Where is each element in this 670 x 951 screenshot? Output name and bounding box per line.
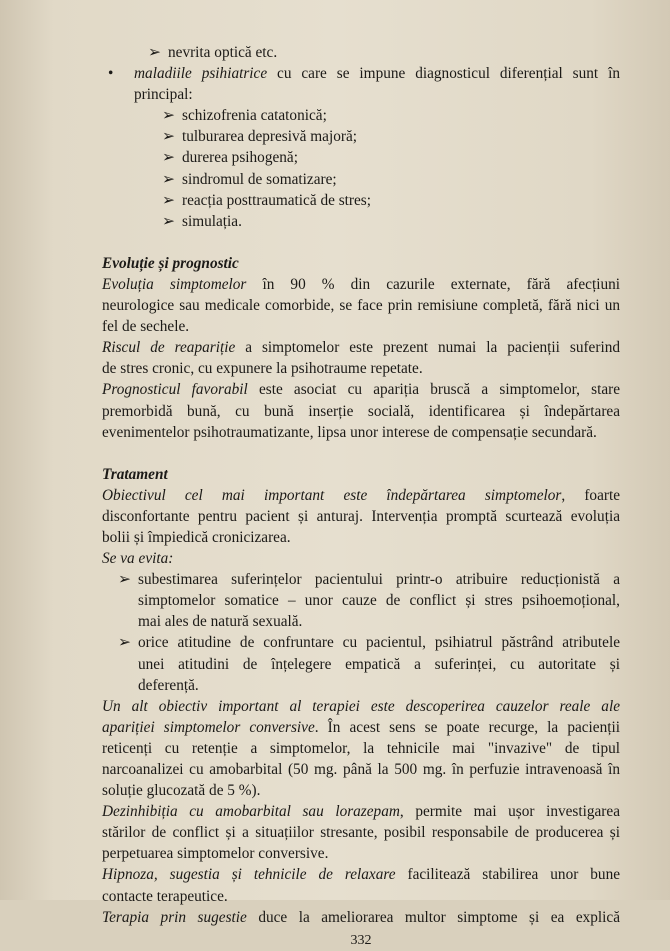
avoid-item (102, 632, 620, 695)
term: Hipnoza, sugestia și tehnicile de relaxare (102, 866, 396, 884)
text: a simptomelor este prezent numai la pacienții suferind (235, 339, 620, 357)
list-item (102, 169, 620, 190)
text: subestimarea suferințelor pacientului printr-o atribuire reducționistă a (138, 571, 620, 589)
paragraph-line: mai ales de natură sexuală. (138, 613, 303, 631)
paragraph-line (102, 485, 620, 506)
arrow-bullet-icon: ➢ (118, 634, 131, 652)
paragraph-line (118, 569, 620, 590)
arrow-bullet-icon: ➢ (162, 107, 175, 125)
list-item-text: reacția posttraumatică de stres; (182, 191, 372, 209)
list-item (102, 105, 620, 126)
term: Riscul de reapariție (102, 339, 236, 357)
bullet-continuation: principal: (134, 86, 193, 104)
list-item (102, 211, 620, 232)
paragraph-line (102, 337, 620, 358)
arrow-bullet-icon: ➢ (162, 149, 175, 167)
paragraph-line: simptomelor somatice – unor cauze de conflict și stres psihoemoțional, (138, 592, 620, 610)
arrow-bullet-icon: ➢ (162, 128, 175, 146)
term: Terapia prin sugestie (102, 908, 247, 926)
paragraph-line: bolii și împiedică cronicizarea. (102, 528, 291, 546)
arrow-bullet-icon: ➢ (162, 191, 175, 209)
text: duce la ameliorarea multor simptome și ea explică (246, 908, 620, 926)
paragraph-line: deferență. (138, 676, 199, 694)
term: maladiile psihiatrice (134, 65, 268, 83)
text: . În acest sens se poate recurge, la pacienții (314, 718, 620, 736)
text: este asociat cu apariția bruscă a simptomelor, stare (247, 381, 620, 399)
bullet-paragraph (108, 63, 620, 84)
paragraph-line: premorbidă bună, cu bună inserție socială, identificarea și îndepărtarea (102, 402, 620, 420)
paragraph-line: soluție glucozată de 5 %). (102, 782, 261, 800)
list-item-text: nevrita optică etc. (168, 44, 278, 61)
paragraph-line: fel de sechele. (102, 318, 190, 336)
text: cu care se impune diagnosticul diferențial sunt în (267, 65, 620, 83)
avoid-item (102, 569, 620, 632)
list-item-text: tulburarea depresivă majoră; (182, 128, 357, 146)
arrow-bullet-icon: ➢ (118, 571, 131, 589)
list-item (102, 126, 620, 147)
spacer (102, 443, 620, 464)
paragraph-line (102, 379, 620, 400)
list-item (102, 147, 620, 168)
list-item-text: sindromul de somatizare; (182, 170, 337, 188)
text: , permite mai ușor investigarea (399, 803, 620, 821)
paragraph-line: Un alt obiectiv important al terapiei este descoperirea cauzelor reale ale (102, 697, 620, 715)
text: orice atitudine de confruntare cu pacientul, psihiatrul păstrând atributele (138, 634, 620, 652)
text: , foarte (561, 486, 620, 504)
paragraph-line (102, 907, 620, 928)
paragraph-line: contacte terapeutice. (102, 887, 228, 905)
term: Dezinhibiția cu amobarbital sau lorazepam (102, 803, 400, 821)
differential-list (102, 105, 620, 232)
paragraph-line: reticenți cu retenție a simptomelor, la tehnicile mai "invazive" de tipul (102, 739, 620, 757)
term: apariției simptomelor conversive (102, 718, 315, 736)
arrow-bullet-icon: ➢ (162, 212, 175, 230)
paragraph-line (102, 274, 620, 295)
paragraph-line (118, 632, 620, 653)
paragraph-line: neurologice sau medicale comorbide, se face prin remisiune completă, fără nici un (102, 297, 620, 315)
list-item (102, 42, 620, 63)
paragraph-line (102, 801, 620, 822)
text: facilitează stabilirea unor bune (395, 866, 621, 884)
list-item-text: schizofrenia catatonică; (182, 107, 327, 125)
paragraph-line: disconfortante pentru pacient și anturaj. Intervenția promptă scurtează evoluția (102, 507, 620, 525)
list-item (102, 190, 620, 211)
arrow-bullet-icon: ➢ (162, 170, 175, 188)
list-item-text: durerea psihogenă; (182, 149, 298, 167)
term: Prognosticul favorabil (102, 381, 248, 399)
section-heading: Tratament (102, 465, 168, 483)
paragraph-line: narcoanalizei cu amobarbital (50 mg. până la 500 mg. în perfuzie intravenoasă în (102, 761, 620, 778)
page-number: 332 (350, 932, 372, 948)
spacer (102, 232, 620, 253)
avoid-label: Se va evita: (102, 550, 174, 568)
paragraph-line (102, 717, 620, 738)
paragraph-line (102, 864, 620, 885)
paragraph-line: evenimentelor psihotraumatizante, lipsa unor interese de compensație secundară. (102, 423, 597, 441)
paragraph-line: stărilor de conflict și a situațiilor stresante, posibil responsabile de producerea și (102, 824, 620, 842)
section-heading: Evoluție și prognostic (102, 254, 239, 272)
paragraph-line: perpetuarea simptomelor conversive. (102, 845, 329, 863)
paragraph-line: de stres cronic, cu expunere la psihotraume repetate. (102, 360, 423, 378)
list-item-text: simulația. (182, 212, 242, 230)
arrow-bullet-icon: ➢ (148, 44, 161, 61)
bullet-icon: • (108, 65, 114, 83)
term: Evoluția simptomelor (102, 275, 247, 293)
term: Obiectivul cel mai important este îndepărtarea simptomelor (102, 486, 562, 504)
paragraph-line: unei atitudini de înțelegere empatică a suferinței, cu autoritate și (138, 655, 620, 673)
text: în 90 % din cazurile externate, fără afecțiuni (246, 275, 620, 293)
